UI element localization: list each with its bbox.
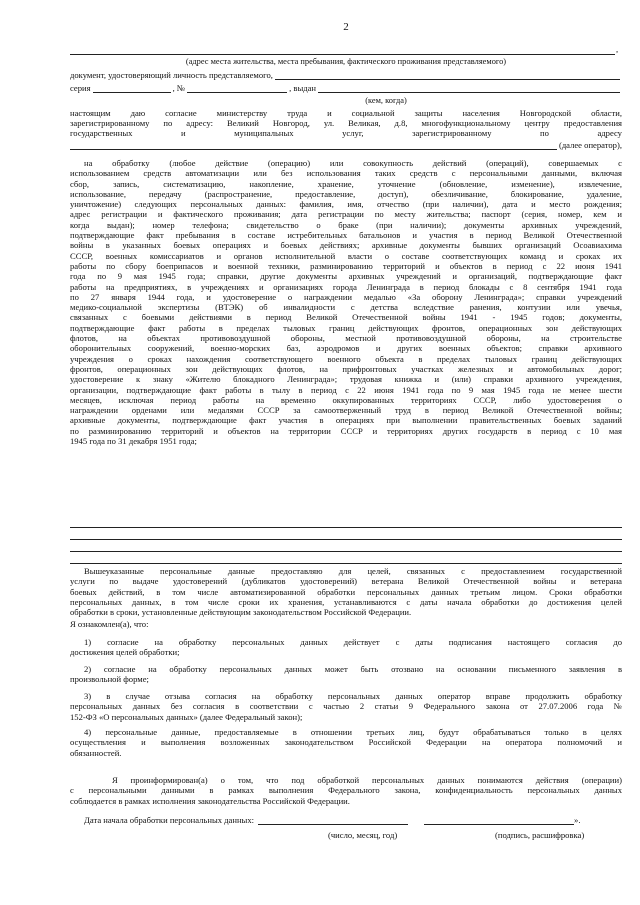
processing-line: подтверждающие факт пребывания в составе истребительных батальонов и участия в период Великой Отечественной — [70, 230, 622, 241]
processing-line: организации, подтверждающие факт работы в тылу в период с 22 июня 1941 года по 9 мая 1945 года не менее шести — [70, 384, 622, 395]
item-4: 4) персональные данные, предоставляемые в отношении третьих лиц, будут обрабатываться только в целях осуществления и выполнения возложенных законодательством Российской Федерации на оператора полномочий и обязанностей. — [70, 727, 622, 758]
processing-line: по 27 января 1944 года, и удостоверение о награждении медалью «За оборону Ленинграда»; справки учреждений — [70, 291, 622, 302]
processing-line: когда выдан); номер телефона; свидетельство о браке (при наличии); документы архивных учреждений, — [70, 219, 622, 230]
processing-line: использование, передачу (распространение, предоставление, доступ), обезличивание, блокирование, удаление, — [70, 188, 622, 199]
extra-line-2[interactable] — [70, 530, 622, 540]
processing-line: архивные документы, подтверждающие факт участия в операциях при выполнении правительственных боевых заданий — [70, 415, 622, 426]
start-date-line — [70, 815, 622, 825]
series-line — [70, 83, 622, 93]
processing-line: месяцев, исключая период работы на временно оккупированных территориях СССР, либо удостоверения о — [70, 394, 622, 405]
series-label: серия — [70, 83, 91, 93]
item-3: 3) в случае отзыва согласия на обработку персональных данных оператор вправе продолжить обработку персональных данных без согласия в соответствии с частью 2 статьи 9 Федерального закона от 27.07.2006 года № 152-ФЗ «О персональных данных» (далее Федеральный закон); — [70, 691, 622, 722]
purpose-paragraph: Вышеуказанные персональные данные предоставляю для целей, связанных с предоставлением государственной услуги по выдаче удостоверений (дубликатов удостоверений) ветерана Великой Отечественной войны и ветерана боевых действий, в том числе автоматизированной обработки персональных данных третьим лицом. Сроки обработки персональных данных, в том числе сроки их хранения, устанавливаются с даты начала обработки до достижения целей обработки в сроки, установленные действующим законодательством Российской Федерации. — [70, 566, 622, 618]
processing-line: года по 9 мая 1945 года; справки, другие документы архивных учреждений и организаций, подтверждающие факт — [70, 271, 622, 282]
document-page — [70, 0, 622, 905]
processing-line: СССР, военных комиссариатов и органов исполнительной власти о составе соответствующих команд и сроках их — [70, 250, 622, 261]
number-label: , № — [172, 83, 186, 93]
start-date-label: Дата начала обработки персональных данных: — [84, 815, 255, 825]
consent-line-2: зарегистрированному по адресу: Великий Новгород, ул. Великая, д.8, многофункциональному центру предоставления — [70, 118, 622, 128]
processing-line: на обработку (любое действие (операцию) или совокупность действий (операций), совершаемых с — [84, 158, 622, 168]
processing-line: учреждения о сроках нахождения соответствующего военного объекта в пределах тыловых границ действующих — [70, 353, 622, 364]
processing-line: подтверждающие факт работы в пределах тыловых границ действующих фронтов, операционных зон действующих — [70, 322, 622, 333]
doc-field[interactable] — [275, 71, 620, 80]
processing-line: оборонительных сооружений, военно-морских баз, аэродромов и других военных объектов; справки архивного — [70, 343, 622, 354]
processing-line: фронтов, операционных зон действующих флотов, на прифронтовых участках железных и автомобильных дорог; — [70, 363, 622, 374]
processing-line: адрес регистрации и фактического проживания; дата регистрации по месту жительства; паспорт (серия, номер, кем и — [70, 209, 622, 220]
address-line — [70, 45, 615, 55]
signature-caption: (подпись, расшифровка) — [495, 830, 585, 840]
page-number: 2 — [343, 21, 349, 33]
processing-line: войны в указанных боевых операциях и боевых действиях; архивные документы бывших организаций Осоавиахима — [70, 240, 622, 251]
address-caption: (адрес места жительства, места пребывания, фактического проживания представляемого) — [185, 57, 507, 66]
processing-line: сбор, запись, систематизацию, накопление, хранение, уточнение (обновление, изменение), извлечение, — [70, 178, 622, 189]
processing-last-line: 1945 года по 31 декабря 1951 года; — [70, 436, 197, 447]
processing-line: связанных с боевыми действиями в период Великой Отечественной войны 1941 - 1945 годов; документы, — [70, 312, 622, 323]
number-field[interactable] — [187, 84, 287, 93]
extra-line-1[interactable] — [70, 518, 622, 528]
processing-line: по разминированию территорий и объектов на территории СССР и территориях других государств в период с 10 мая — [70, 425, 622, 436]
operator-line — [70, 140, 622, 150]
top-comma: , — [616, 44, 619, 54]
operator-field[interactable] — [70, 141, 557, 150]
signature-field[interactable] — [424, 816, 574, 825]
processing-line: удостоверение к знаку «Жителю блокадного Ленинграда»; трудовая книжка и (или) справки архивного учреждения, — [70, 374, 622, 385]
processing-text — [70, 158, 622, 446]
issued-label: , выдан — [289, 83, 317, 93]
processing-line: медико-социальной экспертизы (ВТЭК) об инвалидности с детства вследствие ранения, контузии или увечья, — [70, 302, 622, 313]
operator-suffix: (далее оператор), — [558, 140, 622, 150]
date-caption: (число, месяц, год) — [328, 830, 398, 840]
processing-line: флотов, на объектах противовоздушной обороны, местной противовоздушной обороны, на строительстве — [70, 333, 622, 344]
issued-caption: (кем, когда) — [365, 96, 407, 105]
consent-line-3: государственных и муниципальных услуг, зарегистрированному по адресу — [70, 128, 622, 138]
processing-line: использованием средств автоматизации или без использования таких средств с персональными данными, включая — [70, 168, 622, 179]
processing-line: уничтожение) следующих персональных данных: фамилия, имя, отчество (при наличии), дата и место рождения; — [70, 199, 622, 210]
processing-line: награждении орденами или медалями СССР за самоотверженный труд в период Великой Отечественной войны; — [70, 405, 622, 416]
start-date-field[interactable] — [258, 816, 408, 825]
doc-label: документ, удостоверяющий личность представляемого, — [70, 70, 273, 80]
item-1: 1) согласие на обработку персональных данных действует с даты подписания настоящего согласия до достижения целей обработки; — [70, 637, 622, 658]
extra-line-4[interactable] — [70, 554, 622, 564]
series-field[interactable] — [93, 84, 171, 93]
doc-line — [70, 70, 622, 80]
processing-line: работы на предприятиях, в учреждениях и организациях города Ленинграда в период блокады с 8 сентября 1941 года — [70, 281, 622, 292]
extra-line-3[interactable] — [70, 542, 622, 552]
acknowledged-label: Я ознакомлен(а), что: — [70, 619, 149, 629]
consent-line-1: настоящим даю согласие министерству труда и социальной защиты населения Новгородской области, — [70, 108, 622, 118]
end-quote: ». — [574, 815, 581, 825]
informed-paragraph: Я проинформирован(а) о том, что под обработкой персональных данных понимаются действия (операции) с персональными данными в рамках выполнения Федерального закона, конфиденциальность персональных данных соблюдается в рамках исполнения законодательства Российской Федерации. — [70, 775, 622, 806]
issued-field[interactable] — [318, 84, 620, 93]
processing-line: работы по сбору боеприпасов и военной техники, разминированию территорий и объектов в период с 22 июня 1941 — [70, 260, 622, 271]
item-2: 2) согласие на обработку персональных данных может быть отозвано на основании письменного заявления в произвольной форме; — [70, 664, 622, 685]
